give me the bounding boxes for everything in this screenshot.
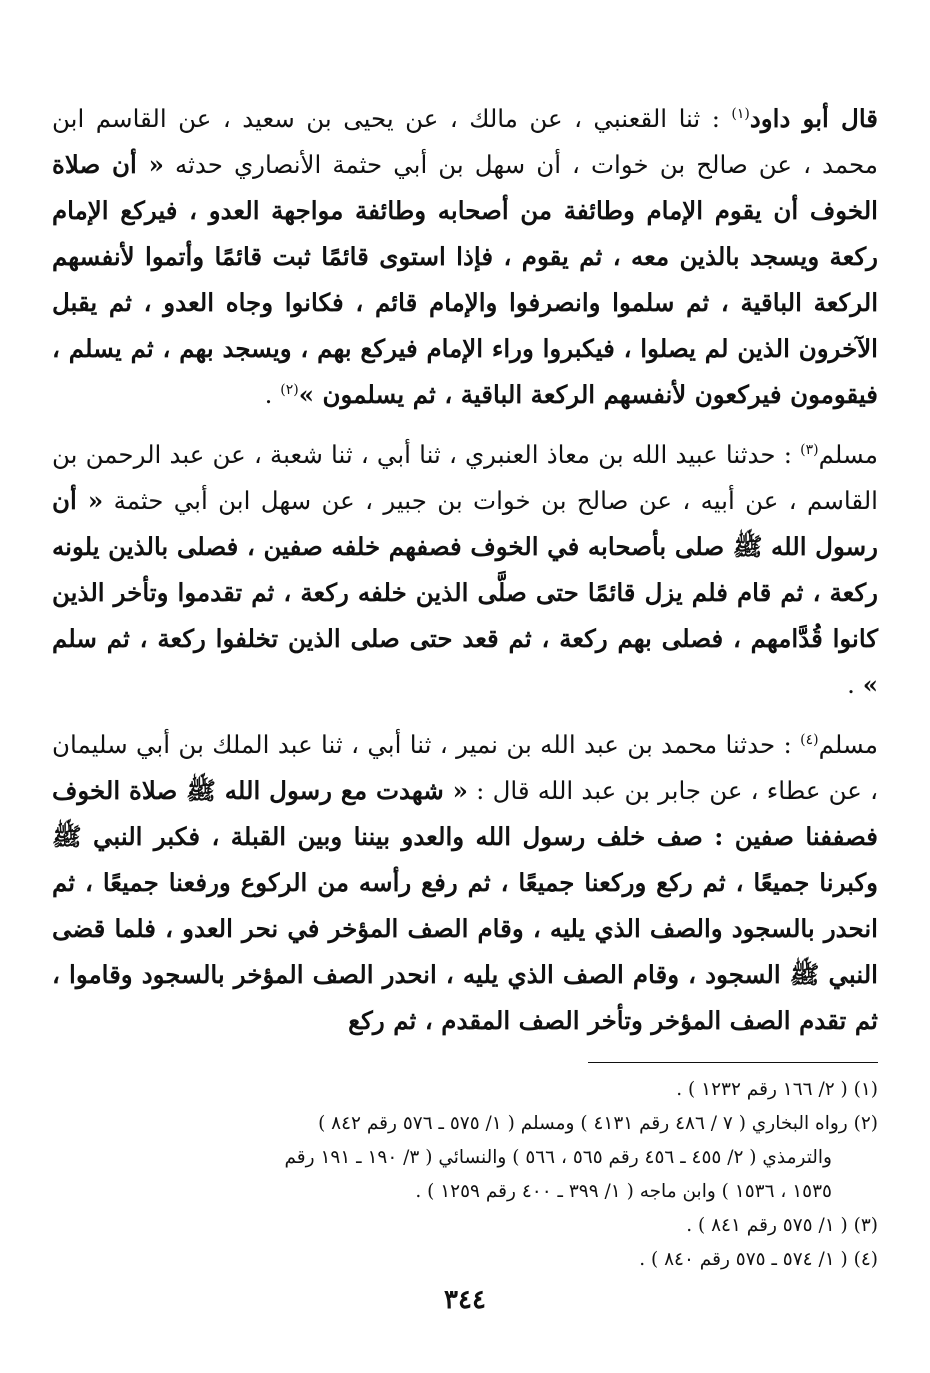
paragraph-end: . — [847, 670, 863, 699]
footnote-1: (١) ( ٢/ ١٦٦ رقم ١٢٣٢ ) . — [676, 1079, 878, 1100]
footnote-ref-3: (٣) — [800, 441, 819, 458]
page-number: ٣٤٤ — [444, 1285, 486, 1315]
matn-text: « شهدت مع رسول الله ﷺ صلاة الخوف فصففنا صفين : صف خلف رسول الله والعدو بيننا وبين القبلة ، فكبر النبي ﷺ وكبرنا جميعًا ، ثم ركع وركعنا جميعًا ، ثم رفع رأسه من الركوع ورفعنا جميعًا ، ثم انحدر بالسجود والصف الذي يليه ، وقام الصف المؤخر في نحر العدو ، فلما قضى النبي ﷺ السجود ، وقام الصف الذي يليه ، انحدر الصف المؤخر بالسجود وقاموا ، ثم تقدم الصف المؤخر وتأخر الصف المقدم ، ثم ركع — [52, 776, 878, 1035]
narrator-lead: مسلم — [818, 440, 878, 469]
paragraph-end: . — [264, 380, 281, 409]
footnote-2-line-2: والترمذي ( ٢/ ٤٥٥ ـ ٤٥٦ رقم ٥٦٥ ، ٥٦٦ ) والنسائي ( ٣/ ١٩٠ ـ ١٩١ رقم — [284, 1147, 832, 1168]
matn-text: « أن رسول الله ﷺ صلى بأصحابه في الخوف فصفهم خلفه صفين ، فصلى بالذين يلونه ركعة ، ثم قام فلم يزل قائمًا حتى صلَّى الذين خلفه ركعة ، ثم تقدموا وتأخر الذين كانوا قُدَّامهم ، فصلى بهم ركعة ، ثم قعد حتى صلى الذين تخلفوا ركعة ، ثم سلم » — [52, 486, 878, 699]
footnote-2-line-3: ١٥٣٥ ، ١٥٣٦ ) وابن ماجه ( ١/ ٣٩٩ ـ ٤٠٠ رقم ١٢٥٩ ) . — [415, 1181, 832, 1202]
footnote-ref-4: (٤) — [800, 731, 819, 748]
footnote-divider — [588, 1062, 878, 1063]
footnote-ref-2: (٢) — [280, 381, 299, 398]
matn-text: « أن صلاة الخوف أن يقوم الإمام وطائفة من أصحابه وطائفة مواجهة العدو ، فيركع الإمام ركعة ويسجد بالذين معه ، ثم يقوم ، فإذا استوى قائمًا ثبت قائمًا وأتموا لأنفسهم الركعة الباقية ، ثم سلموا وانصرفوا والإمام قائم ، فكانوا وجاه العدو ، ثم يقبل الآخرون الذين لم يصلوا ، فيكبروا وراء الإمام فيركع بهم ، ويسجد بهم ، ثم يسلم ، فيقومون فيركعون لأنفسهم الركعة الباقية ، ثم يسلمون » — [52, 150, 878, 409]
footnote-4: (٤) ( ١/ ٥٧٤ ـ ٥٧٥ رقم ٨٤٠ ) . — [639, 1249, 878, 1270]
footnotes-section — [52, 1073, 878, 1277]
footnote-3: (٣) ( ١/ ٥٧٥ رقم ٨٤١ ) . — [686, 1215, 878, 1236]
isnad-text: : حدثنا محمد بن عبد الله بن نمير ، ثنا أبي ، ثنا عبد الملك بن أبي سليمان ، عن عطاء ، عن جابر بن عبد الله قال : — [52, 730, 878, 805]
hadith-paragraph-3 — [52, 722, 878, 1044]
footnote-2-line-1: (٢) رواه البخاري ( ٧ / ٤٨٦ رقم ٤١٣١ ) ومسلم ( ١/ ٥٧٥ ـ ٥٧٦ رقم ٨٤٢ ) — [318, 1113, 878, 1134]
narrator-lead: قال أبو داود — [749, 104, 878, 133]
isnad-text: : حدثنا عبيد الله بن معاذ العنبري ، ثنا أبي ، ثنا شعبة ، عن عبد الرحمن بن القاسم ، عن أبيه ، عن صالح بن خوات بن جبير ، عن سهل ابن أبي حثمة — [52, 440, 878, 515]
footnote-ref-1: (١) — [731, 105, 750, 122]
hadith-paragraph-1 — [52, 96, 878, 418]
isnad-text: : ثنا القعنبي ، عن مالك ، عن يحيى بن سعيد ، عن القاسم ابن محمد ، عن صالح بن خوات ، أن سهل بن أبي حثمة الأنصاري حدثه — [52, 104, 878, 179]
hadith-paragraph-2 — [52, 432, 878, 708]
narrator-lead: مسلم — [818, 730, 878, 759]
